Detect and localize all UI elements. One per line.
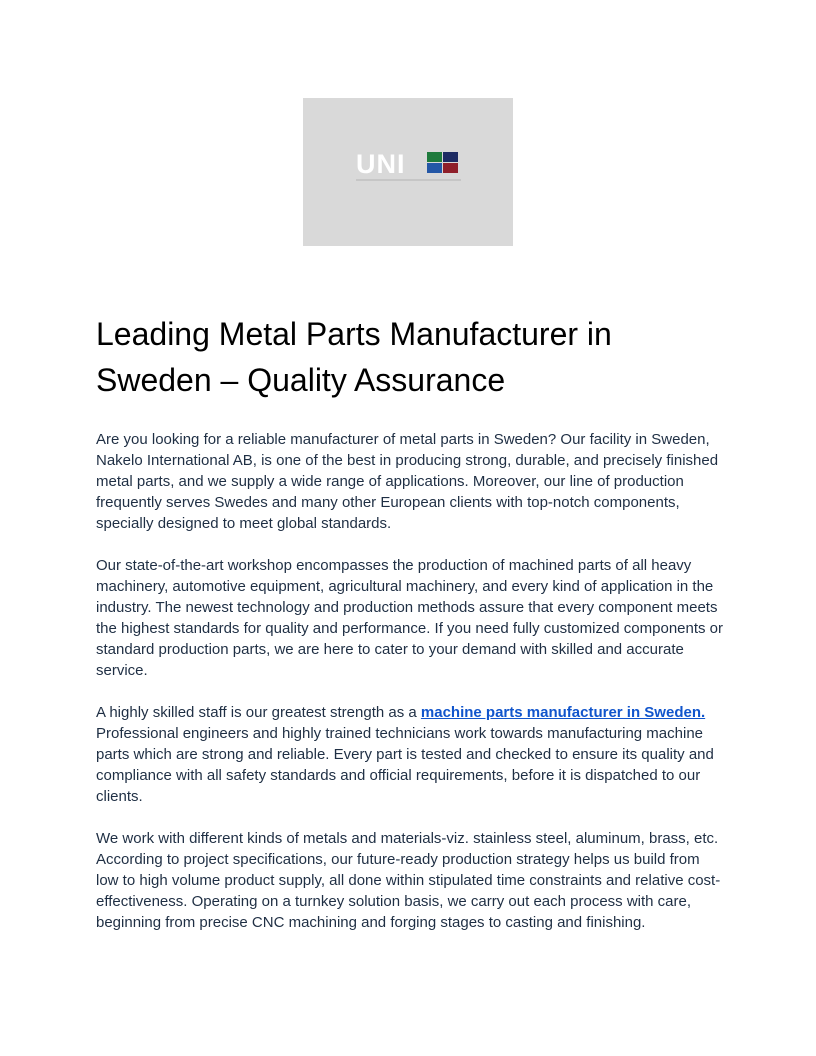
paragraph-materials: We work with different kinds of metals and materials-viz. stainless steel, aluminum, brass, etc. According to project specifications, our future-ready production strategy helps us build from low to high volume product supply, all done within stipulated time constraints and relative cost-effectiveness. Operating on a turnkey solution basis, we carry out each process with care, beginning from precise CNC machining and forging stages to casting and finishing. xyxy=(96,830,721,931)
tractor-icon xyxy=(427,152,442,162)
logo-wordmark: UNI xyxy=(356,149,406,179)
paragraph-staff xyxy=(96,702,726,807)
paragraph-intro: Are you looking for a reliable manufacturer of metal parts in Sweden? Our facility in Sweden, Nakelo International AB, is one of the best in producing strong, durable, and precisely finished metal parts, and we supply a wide range of applications. Moreover, our line of production frequently serves Swedes and many other European clients with top-notch components, specially designed to meet global standards. xyxy=(96,431,719,532)
paragraph-staff-rest: Professional engineers and highly trained technicians work towards manufacturing machine parts which are strong and reliable. Every part is tested and checked to ensure its quality and compliance with all safety standards and official requirements, before it is dispatched to our clients. xyxy=(96,725,714,805)
logo-tagline-strip xyxy=(356,179,461,181)
page-title: Leading Metal Parts Manufacturer in Sweden – Quality Assurance xyxy=(96,316,612,398)
article-body xyxy=(96,429,726,954)
gear-icon xyxy=(443,163,458,173)
car-icon xyxy=(427,163,442,173)
paragraph-staff-lead: A highly skilled staff is our greatest strength as a xyxy=(96,704,421,721)
logo-image xyxy=(303,98,513,246)
factory-icon xyxy=(443,152,458,162)
machine-parts-link[interactable]: machine parts manufacturer in Sweden. xyxy=(420,704,706,721)
logo-icon-grid xyxy=(427,152,459,173)
paragraph-workshop: Our state-of-the-art workshop encompasses the production of machined parts of all heavy machinery, automotive equipment, agricultural machinery, and every kind of application in the industry. The newest technology and production methods assure that every component meets the highest standards for quality and performance. If you need fully customized components or standard production parts, we are here to cater to your demand with skilled and accurate service. xyxy=(96,557,724,679)
